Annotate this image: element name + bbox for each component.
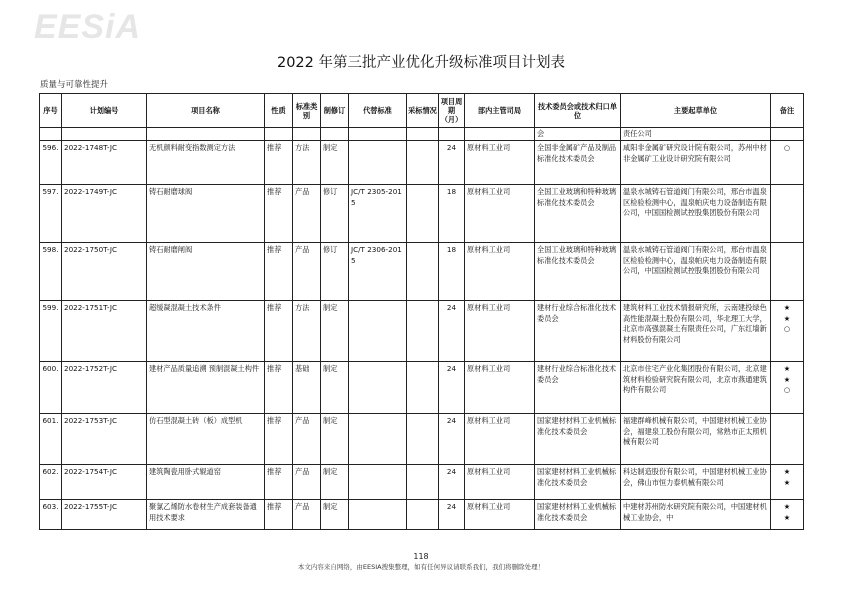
row-number: 597.: [40, 185, 62, 243]
row-number: 600.: [40, 362, 62, 414]
section-label: 质量与可靠性提升: [40, 80, 109, 90]
revision-type: 制定: [321, 465, 349, 500]
column-header: 序号: [40, 94, 62, 128]
remarks: [771, 301, 804, 362]
column-header: 性质: [265, 94, 293, 128]
adoption-status: [407, 243, 439, 301]
nature: 推荐: [265, 362, 293, 414]
remarks: [771, 141, 804, 185]
replaced-standard: [349, 465, 407, 500]
row-number: 603.: [40, 500, 62, 530]
star-mark: ★: [783, 303, 791, 312]
row-number: 596.: [40, 141, 62, 185]
table-row: [40, 185, 804, 243]
technical-committee: 国家建材材料工业机械标准化技术委员会: [535, 414, 621, 465]
continuation-row: [40, 128, 804, 141]
technical-committee: 全国非金属矿产品及制品标准化技术委员会: [535, 141, 621, 185]
remarks: [771, 362, 804, 414]
department: 原材料工业司: [465, 185, 535, 243]
column-header: 部内主管司局: [465, 94, 535, 128]
project-period: 24: [439, 414, 465, 465]
drafting-units: 中建材苏州防水研究院有限公司，中国建材机械工业协会，中: [621, 500, 771, 530]
department: 原材料工业司: [465, 243, 535, 301]
replaced-standard: [349, 362, 407, 414]
table-row: [40, 414, 804, 465]
project-name: 铸石耐磨闸阀: [147, 243, 265, 301]
department: 原材料工业司: [465, 465, 535, 500]
table-row: [40, 141, 804, 185]
column-header: 标准类别: [293, 94, 321, 128]
adoption-status: [407, 362, 439, 414]
nature: 推荐: [265, 301, 293, 362]
revision-type: 修订: [321, 185, 349, 243]
department: 原材料工业司: [465, 414, 535, 465]
column-header: 采标情况: [407, 94, 439, 128]
row-number: 602.: [40, 465, 62, 500]
project-name: 仿石型混凝土砖（板）成型机: [147, 414, 265, 465]
technical-committee: 建材行业综合标准化技术委员会: [535, 362, 621, 414]
revision-type: 制定: [321, 500, 349, 530]
column-header: 代替标准: [349, 94, 407, 128]
drafting-units: 温泉水城铸石管道阀门有限公司，邢台市温泉区检验检测中心，温泉帕庆电力设备制造有限公司，中国国检测试控股集团股份有限公司: [621, 243, 771, 301]
row-number: 599.: [40, 301, 62, 362]
table-row: [40, 362, 804, 414]
drafting-units: 温泉水城铸石管道阀门有限公司，邢台市温泉区检验检测中心，温泉帕庆电力设备制造有限公司，中国国检测试控股集团股份有限公司: [621, 185, 771, 243]
replaced-standard: [349, 141, 407, 185]
table-row: [40, 465, 804, 500]
adoption-status: [407, 301, 439, 362]
column-header: 项目周期（月）: [439, 94, 465, 128]
circle-mark: ○: [783, 385, 791, 394]
star-mark: ★: [783, 467, 791, 476]
standard-category: 方法: [293, 141, 321, 185]
technical-committee: 全国工业玻璃和特种玻璃标准化技术委员会: [535, 185, 621, 243]
row-number: 598.: [40, 243, 62, 301]
replaced-standard: [349, 301, 407, 362]
project-name: 铸石耐磨球阀: [147, 185, 265, 243]
revision-type: 修订: [321, 243, 349, 301]
department: 原材料工业司: [465, 500, 535, 530]
replaced-standard: [349, 500, 407, 530]
department: 原材料工业司: [465, 301, 535, 362]
plan-code: 2022-1753T-JC: [62, 414, 147, 465]
column-header: 计划编号: [62, 94, 147, 128]
technical-committee: 国家建材材料工业机械标准化技术委员会: [535, 500, 621, 530]
technical-committee: 全国工业玻璃和特种玻璃标准化技术委员会: [535, 243, 621, 301]
project-name: 聚氯乙烯防水卷材生产成套装备通用技术要求: [147, 500, 265, 530]
table-row: [40, 301, 804, 362]
star-mark: ★: [783, 502, 791, 511]
project-period: 18: [439, 243, 465, 301]
remarks: [771, 414, 804, 465]
table-header-row: [40, 94, 804, 128]
remarks: [771, 243, 804, 301]
plan-code: 2022-1750T-JC: [62, 243, 147, 301]
remarks: [771, 465, 804, 500]
standard-category: 产品: [293, 465, 321, 500]
project-period: 18: [439, 185, 465, 243]
replaced-standard: JC/T 2306-2015: [349, 243, 407, 301]
project-period: 24: [439, 301, 465, 362]
plan-code: 2022-1754T-JC: [62, 465, 147, 500]
standard-category: 基础: [293, 362, 321, 414]
project-period: 24: [439, 465, 465, 500]
standard-category: 产品: [293, 243, 321, 301]
star-mark: ★: [783, 477, 791, 487]
nature: 推荐: [265, 500, 293, 530]
continuation-drafter: 责任公司: [621, 128, 771, 141]
revision-type: 制定: [321, 362, 349, 414]
table-row: [40, 243, 804, 301]
circle-mark: ○: [783, 324, 791, 333]
project-name: 建筑陶瓷用卧式辊道窑: [147, 465, 265, 500]
drafting-units: 科达制造股份有限公司，中国建材机械工业协会，佛山市恒力泰机械有限公司: [621, 465, 771, 500]
plan-code: 2022-1749T-JC: [62, 185, 147, 243]
drafting-units: 建筑材料工业技术情报研究所，云南建投绿色高性能混凝土股份有限公司，华北理工大学，北京市高强混凝土有限责任公司，广东红墙新材料股份有限公司: [621, 301, 771, 362]
project-period: 24: [439, 500, 465, 530]
replaced-standard: [349, 414, 407, 465]
column-header: 制修订: [321, 94, 349, 128]
project-name: 建材产品质量追溯 预制混凝土构件: [147, 362, 265, 414]
technical-committee: 建材行业综合标准化技术委员会: [535, 301, 621, 362]
page-number: 118: [413, 552, 429, 561]
adoption-status: [407, 185, 439, 243]
column-header: 备注: [771, 94, 804, 128]
adoption-status: [407, 465, 439, 500]
plan-code: 2022-1752T-JC: [62, 362, 147, 414]
plan-code: 2022-1748T-JC: [62, 141, 147, 185]
project-period: 24: [439, 141, 465, 185]
department: 原材料工业司: [465, 141, 535, 185]
project-period: 24: [439, 362, 465, 414]
remarks: [771, 185, 804, 243]
project-name: 无机颜料耐变指数测定方法: [147, 141, 265, 185]
revision-type: 制定: [321, 414, 349, 465]
standard-category: 产品: [293, 414, 321, 465]
remarks: [771, 500, 804, 530]
circle-mark: ○: [783, 143, 791, 152]
nature: 推荐: [265, 185, 293, 243]
plan-code: 2022-1751T-JC: [62, 301, 147, 362]
table-row: [40, 500, 804, 530]
drafting-units: 咸阳非金属矿研究设计院有限公司，苏州中材非金属矿工业设计研究院有限公司: [621, 141, 771, 185]
technical-committee: 国家建材材料工业机械标准化技术委员会: [535, 465, 621, 500]
nature: 推荐: [265, 465, 293, 500]
nature: 推荐: [265, 141, 293, 185]
star-mark: ★: [783, 512, 791, 522]
adoption-status: [407, 500, 439, 530]
star-mark: ★: [783, 364, 791, 373]
column-header: 技术委员会或技术归口单位: [535, 94, 621, 128]
project-name: 超缓凝混凝土技术条件: [147, 301, 265, 362]
column-header: 项目名称: [147, 94, 265, 128]
standard-category: 产品: [293, 185, 321, 243]
column-header: 主要起草单位: [621, 94, 771, 128]
eesia-logo: EESiA: [34, 8, 142, 46]
star-mark: ★: [783, 374, 791, 384]
star-mark: ★: [783, 313, 791, 323]
department: 原材料工业司: [465, 362, 535, 414]
adoption-status: [407, 141, 439, 185]
adoption-status: [407, 414, 439, 465]
continuation-tc: 会: [535, 128, 621, 141]
footer-note: 本文内容来自网络，由EESIA搜集整理，如有任何异议请联系我们，我们将删除处理！: [297, 563, 545, 571]
standards-table: [39, 93, 803, 530]
nature: 推荐: [265, 414, 293, 465]
replaced-standard: JC/T 2305-2015: [349, 185, 407, 243]
revision-type: 制定: [321, 141, 349, 185]
plan-code: 2022-1755T-JC: [62, 500, 147, 530]
row-number: 601.: [40, 414, 62, 465]
revision-type: 制定: [321, 301, 349, 362]
page-title: 2022 年第三批产业优化升级标准项目计划表: [276, 55, 565, 71]
standard-category: 产品: [293, 500, 321, 530]
drafting-units: 福建群峰机械有限公司，中国建材机械工业协会，福建泉工股份有限公司，常熟市正太照机械有限公司: [621, 414, 771, 465]
drafting-units: 北京市住宅产业化集团股份有限公司，北京建筑材料检验研究院有限公司，北京市燕通建筑构件有限公司: [621, 362, 771, 414]
standard-category: 方法: [293, 301, 321, 362]
nature: 推荐: [265, 243, 293, 301]
